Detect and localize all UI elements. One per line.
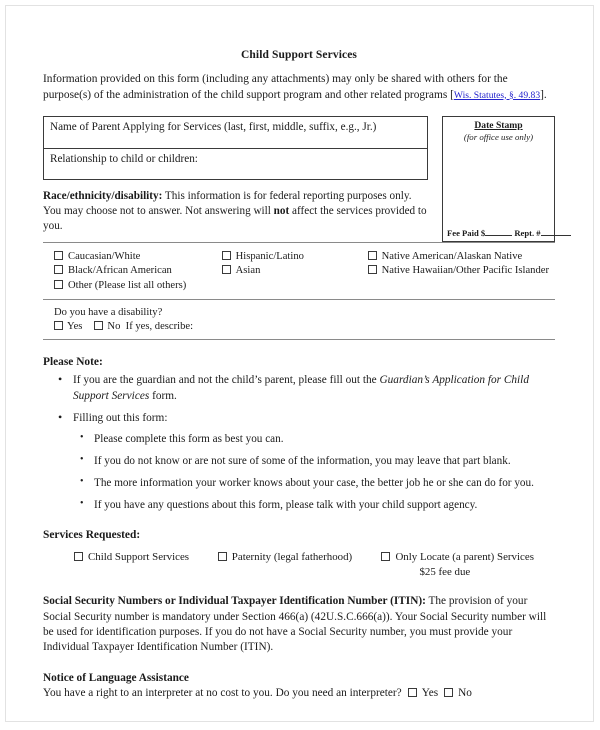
checkbox-row[interactable] — [368, 250, 555, 264]
date-stamp-subtitle: (for office use only) — [463, 132, 534, 143]
checkbox-label: Asian — [235, 265, 261, 277]
divider-below-disability — [43, 339, 555, 340]
checkbox-icon[interactable] — [54, 265, 63, 274]
checkbox-row[interactable] — [54, 264, 222, 278]
fee-paid-label: Fee Paid $ — [447, 228, 486, 239]
wis-statutes-link[interactable]: Wis. Statutes, §. 49.83 — [453, 89, 541, 101]
list-item — [73, 373, 555, 404]
date-stamp-box — [442, 116, 555, 242]
checkbox-icon[interactable] — [74, 552, 83, 561]
top-form-grid — [43, 116, 555, 242]
checkbox-label: Native American/Alaskan Native — [381, 251, 523, 263]
race-note-text-a: This information is for federal reporting purposes only. You may choose not to answer. Not answering will — [43, 190, 412, 218]
checkbox-label: Black/African American — [68, 265, 172, 277]
intro-paragraph — [43, 72, 555, 103]
checkbox-label: Caucasian/White — [68, 251, 141, 263]
document-content — [43, 49, 555, 701]
language-assistance-line — [43, 686, 555, 701]
checkbox-label: Child Support Services — [88, 551, 190, 564]
ssn-text: The provision of your Social Security number is mandatory under Section 466(a) (42U.S.C.666(a)). Your Social Security number will be used for identification purposes. If you do not have a Social Security number, you must provide your Individual Taxpayer Identification Number (ITIN). — [43, 595, 547, 654]
list-item: • Please complete this form as best you can. — [94, 432, 555, 447]
ethnicity-column-3 — [368, 250, 555, 293]
list-item: • If you do not know or are not sure of some of the information, you may leave that part blank. — [94, 454, 555, 469]
intro-text-part1: Information provided on this form (including any attachments) may only be shared with others for the purpose(s) of the administration of the child support program and other related programs [ — [43, 73, 508, 101]
checkbox-icon[interactable] — [368, 265, 377, 274]
disability-describe-label: If yes, describe: — [125, 320, 194, 332]
checkbox-icon[interactable] — [368, 251, 377, 260]
checkbox-row[interactable] — [222, 264, 368, 278]
please-note-heading: Please Note: — [43, 356, 103, 369]
filling-out-sublist — [73, 432, 555, 513]
page-title: Child Support Services — [241, 49, 357, 61]
filling-out-label: Filling out this form: — [73, 411, 168, 424]
checkbox-row[interactable] — [54, 279, 222, 293]
date-stamp-footer — [447, 228, 571, 238]
receipt-number-label: Rept. # — [514, 228, 541, 239]
parent-name-label: Name of Parent Applying for Services (last, first, middle, suffix, e.g., Jr.) — [50, 121, 377, 134]
list-item: • The more information your worker knows about your case, the better job he or she can do for you. — [94, 476, 555, 491]
services-requested-heading: Services Requested: — [43, 529, 141, 542]
checkbox-row[interactable] — [381, 550, 555, 565]
ssn-heading: Social Security Numbers or Individual Taxpayer Identification Number (ITIN): — [43, 595, 426, 608]
fee-paid-blank[interactable] — [485, 235, 512, 236]
checkbox-icon[interactable] — [54, 251, 63, 260]
guardian-form-name: Guardian’s Application for Child Support Services — [73, 374, 529, 402]
grid-spacer — [428, 116, 442, 242]
checkbox-icon[interactable] — [408, 688, 417, 697]
checkbox-icon[interactable] — [54, 321, 63, 330]
checkbox-row[interactable] — [74, 550, 218, 565]
date-stamp-title: Date Stamp — [474, 120, 523, 132]
ssn-section — [43, 594, 555, 656]
services-requested-group — [43, 550, 555, 579]
ethnicity-column-1 — [54, 250, 222, 293]
race-note-bold-not: not — [273, 205, 290, 218]
checkbox-icon[interactable] — [218, 552, 227, 561]
language-assistance-heading: Notice of Language Assistance — [43, 671, 189, 684]
race-note-lead: Race/ethnicity/disability: — [43, 190, 163, 203]
disability-no-label: No — [107, 320, 121, 332]
checkbox-icon[interactable] — [94, 321, 103, 330]
date-stamp-column — [442, 116, 555, 242]
relationship-label: Relationship to child or children: — [50, 153, 198, 166]
checkbox-row[interactable] — [54, 250, 222, 264]
receipt-number-blank[interactable] — [541, 235, 571, 236]
checkbox-icon[interactable] — [222, 251, 231, 260]
disability-section — [43, 300, 555, 340]
race-ethnicity-note — [43, 189, 428, 234]
checkbox-label: Hispanic/Latino — [235, 251, 304, 263]
service-option-3-fee: $25 fee due — [419, 565, 471, 578]
ethnicity-checkbox-group — [43, 243, 555, 299]
language-assistance-text: You have a right to an interpreter at no cost to you. Do you need an interpreter? — [43, 686, 402, 699]
service-option-1 — [74, 550, 218, 579]
disability-yes-label: Yes — [67, 320, 83, 332]
checkbox-label: Other (Please list all others) — [68, 279, 187, 291]
ethnicity-column-2 — [222, 250, 368, 293]
checkbox-row[interactable] — [368, 264, 555, 278]
please-note-list — [43, 373, 555, 513]
checkbox-label: Only Locate (a parent) Services — [395, 551, 534, 564]
list-item: • If you have any questions about this form, please talk with your child support agency. — [94, 498, 555, 513]
checkbox-icon[interactable] — [444, 688, 453, 697]
document-page — [5, 5, 594, 722]
checkbox-icon[interactable] — [222, 265, 231, 274]
checkbox-icon[interactable] — [54, 280, 63, 289]
list-item — [73, 411, 555, 513]
checkbox-row[interactable] — [222, 250, 368, 264]
checkbox-icon[interactable] — [381, 552, 390, 561]
disability-question: Do you have a disability? — [54, 306, 163, 318]
race-note-text-b: affect the services provided to you. — [43, 205, 427, 233]
checkbox-label: Paternity (legal fatherhood) — [231, 551, 353, 564]
service-option-3 — [381, 550, 555, 579]
checkbox-row[interactable] — [218, 550, 382, 565]
checkbox-label: Native Hawaiian/Other Pacific Islander — [381, 265, 549, 277]
intro-text-part2: ]. — [540, 88, 547, 101]
parent-name-field[interactable] — [43, 116, 428, 148]
service-option-2 — [218, 550, 382, 579]
guardian-text-b: form. — [149, 389, 177, 402]
interpreter-yes-label: Yes — [421, 686, 439, 699]
disability-answer-row — [54, 320, 555, 335]
interpreter-no-label: No — [458, 686, 472, 699]
guardian-text-a: If you are the guardian and not the child’s parent, please fill out the — [73, 374, 380, 387]
form-fields-column — [43, 116, 428, 242]
relationship-field[interactable] — [43, 148, 428, 180]
